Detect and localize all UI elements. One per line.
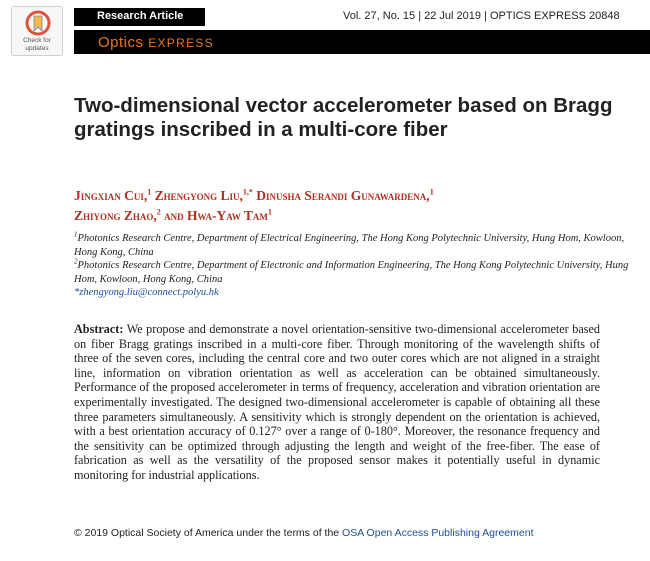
author-name: and Hwa-Yaw Tam (164, 208, 268, 223)
author-affil-sup: 1 (429, 187, 434, 197)
author-2 (155, 188, 253, 203)
affiliation-1 (74, 232, 634, 259)
author-5 (164, 208, 272, 223)
author-name: Jingxian Cui, (74, 188, 148, 203)
abstract-text: We propose and demonstrate a novel orientation-sensitive two-dimensional accelerometer based on fiber Bragg gratings inscribed in a multi-core fiber. Through monitoring of the wavelength shifts of three of the seven cores, including the central core and two outer cores which are not aligned in a straight line, information on vibration orientation as well as acceleration can be obtained simultaneously. Performance of the proposed accelerometer in terms of frequency, acceleration and vibration orientation are experimentally investigated. The designed two-dimensional accelerometer is capable of obtaining all these three parameters simultaneously. A sensitivity which is strongly dependent on the orientation is achieved, with a best orientation accuracy of 0.127° over a range of 0-180°. Moreover, the resonance frequency and the sensitivity can be optimized through adjusting the length and weight of the free-fiber. The ease of fabrication as well as the versatility of the proposed sensor makes it potentially useful in dynamic monitoring for industrial applications. (74, 322, 600, 482)
bookmark-icon (24, 10, 52, 36)
author-affil-sup: 1 (267, 207, 272, 217)
abstract-label: Abstract: (74, 322, 124, 336)
journal-name (98, 34, 214, 51)
author-affil-sup: 2 (156, 207, 161, 217)
journal-name-part2: EXPRESS (148, 36, 214, 50)
journal-reference: Vol. 27, No. 15 | 22 Jul 2019 | OPTICS EXPRESS 20848 (343, 10, 620, 22)
author-affil-sup: 1,* (242, 187, 253, 197)
author-list (74, 186, 634, 226)
author-3 (256, 188, 433, 203)
author-affil-sup: 1 (147, 187, 152, 197)
abstract (74, 322, 600, 483)
affiliations (74, 232, 634, 300)
updates-label: updates (25, 44, 49, 52)
author-name: Dinusha Serandi Gunawardena, (256, 188, 430, 203)
author-name: Zhengyong Liu, (154, 188, 243, 203)
author-4 (74, 208, 161, 223)
copyright-text: © 2019 Optical Society of America under the terms of the (74, 527, 340, 539)
affiliation-sup: 1 (74, 230, 78, 239)
author-1 (74, 188, 151, 203)
affiliation-sup: 2 (74, 257, 78, 266)
affiliation-text: Photonics Research Centre, Department of Electrical Engineering, The Hong Kong Polytechnic University, Hung Hom, Kowloon, Hong Kong, China (74, 233, 625, 258)
article-type-bar (74, 8, 205, 26)
open-access-agreement-link[interactable]: OSA Open Access Publishing Agreement (342, 527, 534, 539)
affiliation-2 (74, 259, 634, 286)
check-for-updates-badge[interactable] (11, 6, 63, 56)
check-for-updates-label (12, 37, 62, 52)
affiliation-text: Photonics Research Centre, Department of Electronic and Information Engineering, The Hong Kong Polytechnic University, Hung Hom, Kowloon, Hong Kong, China (74, 260, 629, 285)
journal-bar (74, 30, 650, 54)
article-type: Research Article (97, 10, 184, 22)
copyright-notice (74, 527, 634, 539)
check-for-label: Check for (23, 37, 51, 44)
journal-name-part1: Optics (98, 34, 144, 51)
article-title: Two-dimensional vector accelerometer based on Bragg gratings inscribed in a multi-core fiber (74, 94, 613, 141)
corresponding-email-link[interactable]: *zhengyong.liu@connect.polyu.hk (74, 287, 219, 298)
author-name: Zhiyong Zhao, (74, 208, 157, 223)
